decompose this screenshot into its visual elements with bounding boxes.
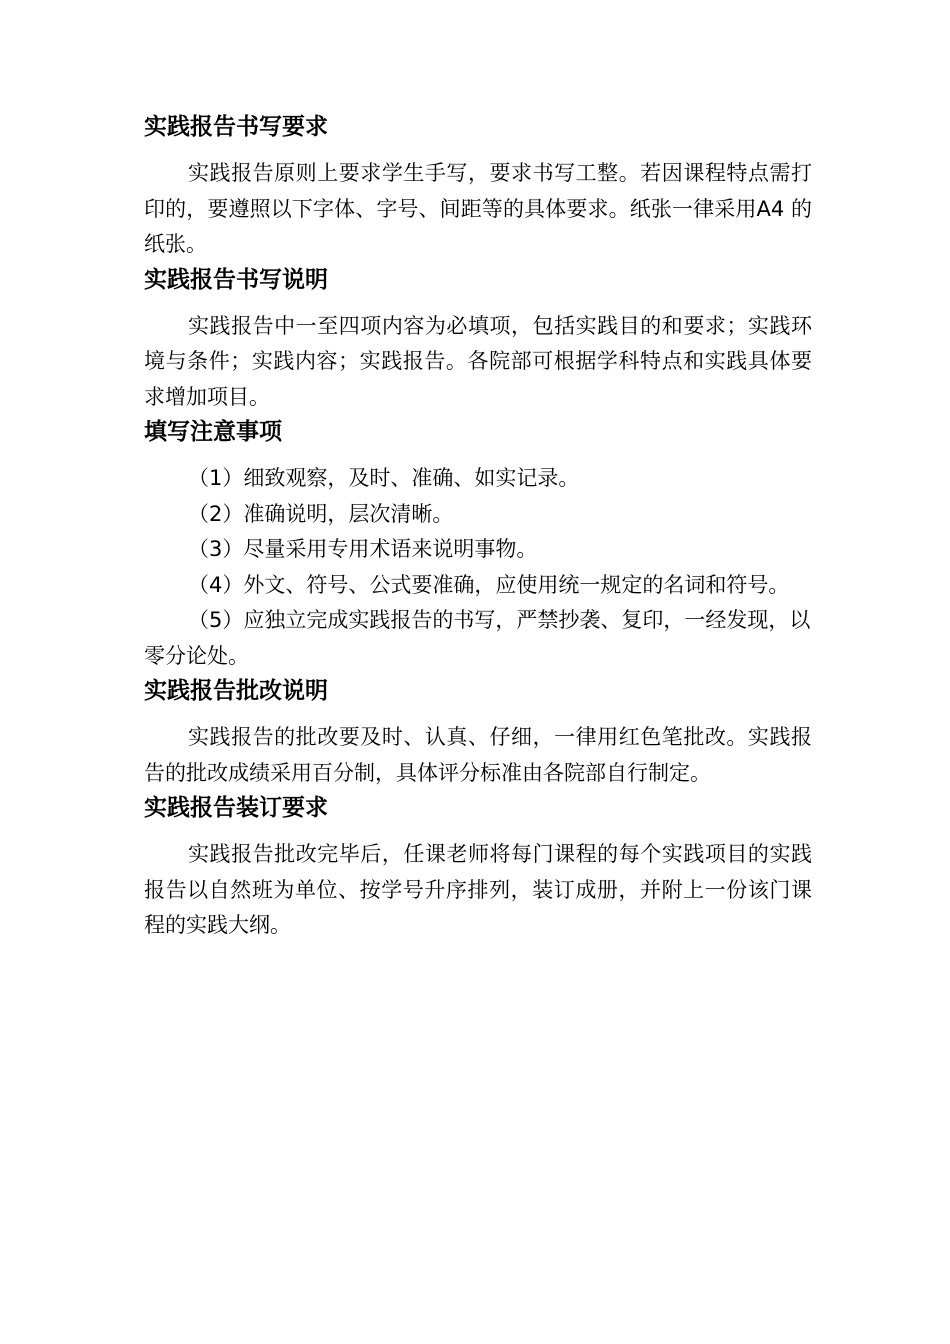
- section-paragraph-grading-instructions: 实践报告的批改要及时、认真、仔细，一律用红色笔批改。实践报告的批改成绩采用百分制，具体评分标准由各院部自行制定。: [144, 725, 812, 785]
- section-heading-binding-requirements: 实践报告装订要求: [144, 795, 328, 821]
- list-item: （3）尽量采用专用术语来说明事物。: [188, 537, 538, 561]
- list-item: （4）外文、符号、公式要准确，应使用统一规定的名词和符号。: [188, 572, 790, 597]
- section-paragraph-binding-requirements: 实践报告批改完毕后，任课老师将每门课程的每个实践项目的实践报告以自然班为单位、按学号升序排列，装订成册，并附上一份该门课程的实践大纲。: [144, 842, 812, 937]
- list-item: （5）应独立完成实践报告的书写，严禁抄袭、复印，一经发现，以零分论处。: [144, 608, 811, 668]
- section-paragraph-writing-requirements: 实践报告原则上要求学生手写，要求书写工整。若因课程特点需打印的，要遵照以下字体、字号、间距等的具体要求。纸张一律采用A4 的纸张。: [144, 161, 812, 256]
- section-heading-writing-instructions: 实践报告书写说明: [144, 266, 328, 293]
- section-heading-writing-requirements: 实践报告书写要求: [144, 114, 328, 140]
- section-heading-grading-instructions: 实践报告批改说明: [144, 678, 328, 704]
- section-paragraph-writing-instructions: 实践报告中一至四项内容为必填项，包括实践目的和要求；实践环境与条件；实践内容；实践报告。各院部可根据学科特点和实践具体要求增加项目。: [144, 313, 812, 409]
- section-heading-notes: 填写注意事项: [144, 419, 282, 445]
- list-item: （1）细致观察，及时、准确、如实记录。: [188, 466, 580, 490]
- list-item: （2）准确说明，层次清晰。: [188, 501, 454, 526]
- document-page: [144, 110, 812, 944]
